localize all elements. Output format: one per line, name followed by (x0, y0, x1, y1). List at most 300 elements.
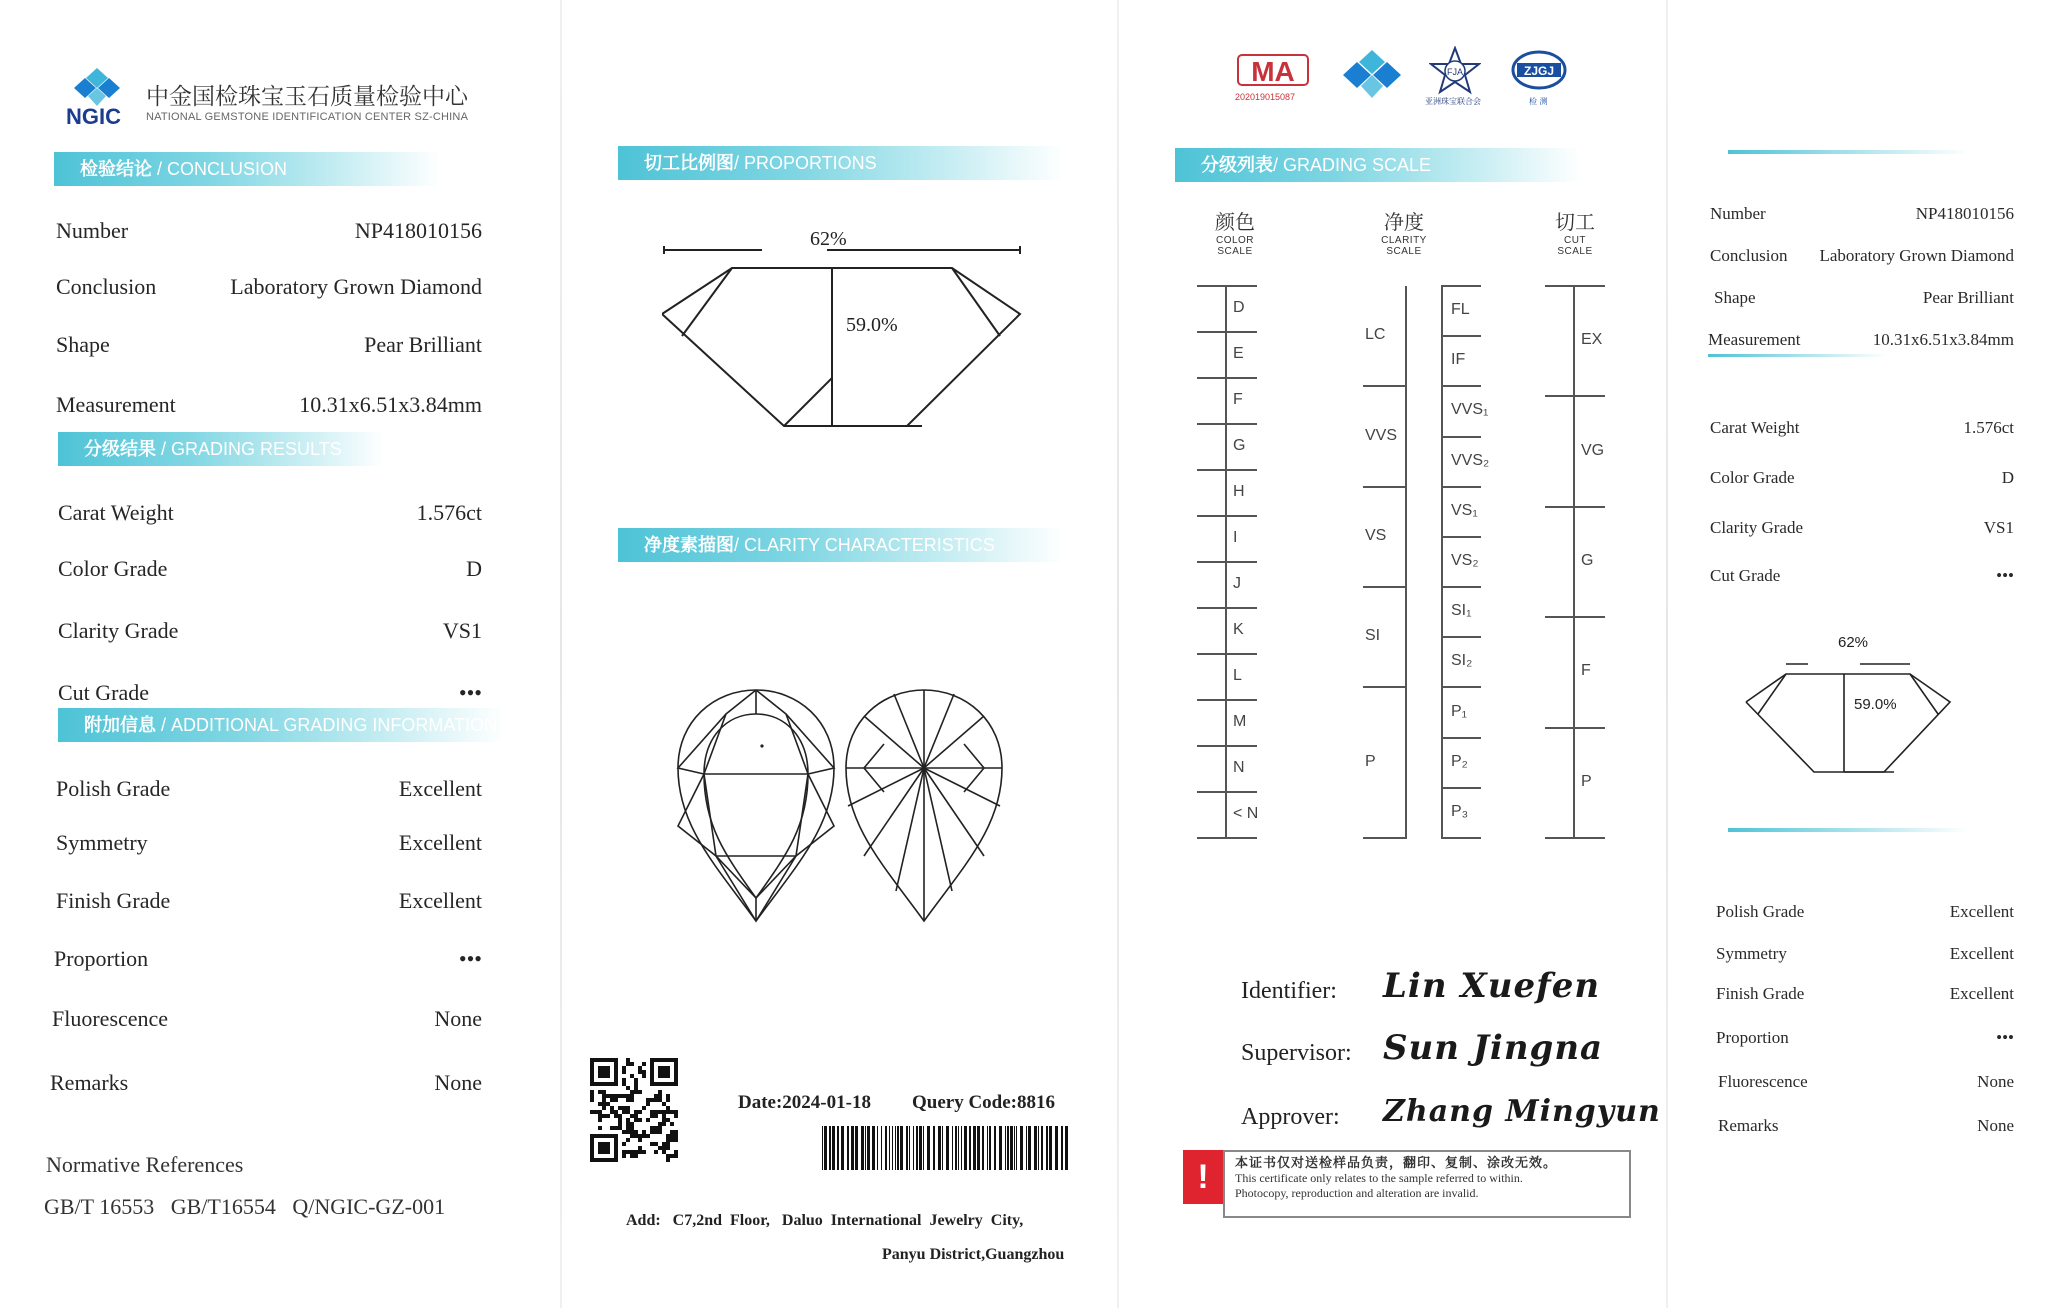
validity-notice (1223, 1150, 1631, 1218)
qr-module (630, 1130, 634, 1134)
qr-module (674, 1130, 678, 1134)
qr-module (662, 1142, 666, 1146)
qr-module (646, 1134, 650, 1138)
barcode-bar (973, 1126, 976, 1170)
cut-scale (1545, 286, 1625, 838)
barcode-bar (1065, 1126, 1068, 1170)
qr-module (598, 1118, 602, 1122)
barcode-bar (1041, 1126, 1043, 1170)
clarity-scale-tick (1441, 737, 1481, 739)
qr-module (626, 1122, 630, 1126)
qr-module (622, 1106, 626, 1110)
color-scale-tick (1197, 745, 1257, 747)
barcode-bar (938, 1126, 941, 1170)
cut-grade-label: VG (1581, 442, 1605, 459)
zjgj-caption: 检 测 (1529, 97, 1548, 106)
clarity-scale-heading: 净度 CLARITY SCALE (1381, 212, 1427, 257)
qr-module (634, 1090, 638, 1094)
qr-module (650, 1130, 654, 1134)
clarity-grade-label: SI₁ (1451, 602, 1472, 619)
barcode-bar (900, 1126, 903, 1170)
clarity-band: 净度素描图/ CLARITY CHARACTERISTICS (618, 528, 1064, 562)
barcode-bar (1026, 1126, 1027, 1170)
qr-module (618, 1094, 622, 1098)
qr-module (630, 1122, 634, 1126)
pavilion-plot-icon (844, 686, 1004, 926)
barcode-bar (1010, 1126, 1013, 1170)
color-grade-label: N (1233, 759, 1245, 776)
clarity-scale-axis-left (1405, 286, 1407, 838)
qr-module (666, 1110, 670, 1114)
barcode-bar (1061, 1126, 1063, 1170)
qr-finder (658, 1066, 670, 1078)
qr-module (642, 1070, 646, 1074)
qr-module (622, 1142, 626, 1146)
color-scale-tick (1197, 331, 1257, 333)
barcode-bar (919, 1126, 922, 1170)
qr-module (618, 1118, 622, 1122)
color-grade-label: F (1233, 391, 1243, 408)
ngic-emblem-icon (1343, 50, 1401, 100)
barcode-bar (865, 1126, 866, 1170)
qr-module (658, 1130, 662, 1134)
qr-module (634, 1150, 638, 1154)
logo-chinese-name: 中金国检珠宝玉石质量检验中心 (146, 84, 468, 110)
barcode-bar (955, 1126, 957, 1170)
clarity-group-label: P (1365, 753, 1376, 770)
barcode-bar (872, 1126, 875, 1170)
cut-grade-label: EX (1581, 331, 1603, 348)
color-scale-tick (1197, 837, 1257, 839)
panel-grading-scale (1119, 0, 1666, 1308)
cut-grade-label: F (1581, 662, 1591, 679)
color-scale-tick (1197, 791, 1257, 793)
qr-module (650, 1114, 654, 1118)
qr-module (642, 1150, 646, 1154)
ngic-logo-icon (74, 68, 120, 108)
cut-scale-axis (1573, 286, 1575, 838)
qr-module (670, 1130, 674, 1134)
qr-module (638, 1146, 642, 1150)
barcode-bar (1049, 1126, 1052, 1170)
qr-module (630, 1126, 634, 1130)
clarity-group-tick (1363, 837, 1407, 839)
qr-module (634, 1078, 638, 1082)
qr-module (662, 1146, 666, 1150)
qr-module (618, 1122, 622, 1126)
barcode-bar (982, 1126, 984, 1170)
barcode-bar (824, 1126, 827, 1170)
barcode-bar (906, 1126, 908, 1170)
cut-scale-tick (1545, 727, 1605, 729)
panel-proportions (562, 0, 1117, 1308)
qr-module (626, 1118, 630, 1122)
fja-seal-text: FJA (1446, 67, 1464, 77)
notice-english-1: This certificate only relates to the sample referred to within. (1235, 1171, 1523, 1185)
qr-module (618, 1126, 622, 1130)
color-scale-tick (1197, 423, 1257, 425)
clarity-group-tick (1363, 486, 1407, 488)
ma-seal-text: MA (1251, 56, 1295, 87)
qr-module (674, 1154, 678, 1158)
accent-line-mid (1708, 354, 1888, 357)
qr-module (666, 1154, 670, 1158)
barcode-bar (892, 1126, 893, 1170)
clarity-grade-label: FL (1451, 301, 1470, 318)
qr-module (630, 1062, 634, 1066)
qr-module (590, 1090, 594, 1094)
barcode-bar (1034, 1126, 1037, 1170)
qr-module (666, 1118, 670, 1122)
barcode-bar (1028, 1126, 1031, 1170)
barcode-bar (851, 1126, 854, 1170)
barcode-bar (897, 1126, 899, 1170)
qr-module (638, 1070, 642, 1074)
qr-module (602, 1114, 606, 1118)
clarity-scale-tick (1441, 335, 1481, 337)
fja-caption: 亚洲珠宝联合会 (1425, 97, 1481, 106)
qr-module (626, 1058, 630, 1062)
qr-module (666, 1146, 670, 1150)
clarity-group-label: SI (1365, 627, 1381, 644)
qr-module (666, 1142, 670, 1146)
cut-scale-tick (1545, 837, 1605, 839)
notice-english-2: Photocopy, reproduction and alteration are invalid. (1235, 1186, 1479, 1200)
qr-module (626, 1130, 630, 1134)
barcode-bar (958, 1126, 959, 1170)
clarity-scale-tick (1441, 837, 1481, 839)
barcode-bar (895, 1126, 896, 1170)
qr-module (654, 1150, 658, 1154)
qr-module (626, 1098, 630, 1102)
clarity-grade-label: VVS₁ (1451, 401, 1489, 418)
color-scale-tick (1197, 515, 1257, 517)
color-scale-tick (1197, 285, 1257, 287)
panel-summary-card: Number NP418010156 Conclusion Laboratory Grown Diamond Shape Pear Brilliant Measurement 10.31x6.51x3.84mm Carat Weight 1.576ct Color Grade D Clarity Grade VS1 Cut Grade ••• 62% 59.0% Polish Grade Excellent Symmetry Excellent Finish Grade Excellent Proportion ••• Fluorescence None Remarks None (1668, 0, 2048, 1308)
qr-module (646, 1102, 650, 1106)
grading-scale-band: 分级列表/ GRADING SCALE (1175, 148, 1581, 182)
qr-module (670, 1110, 674, 1114)
qr-module (614, 1110, 618, 1114)
cut-scale-heading: 切工 CUT SCALE (1555, 212, 1595, 257)
qr-module (626, 1138, 630, 1142)
qr-module (662, 1102, 666, 1106)
logo-english-name: NATIONAL GEMSTONE IDENTIFICATION CENTER SZ-CHINA (146, 111, 469, 123)
qr-module (626, 1126, 630, 1130)
summary-proportions-diagram (1744, 650, 1954, 776)
qr-module (598, 1102, 602, 1106)
clarity-scale-tick (1441, 787, 1481, 789)
color-grade-label: J (1233, 575, 1241, 592)
identifier-label: Identifier: (1241, 978, 1337, 1004)
color-grade-label: D (1233, 299, 1245, 316)
color-grade-label: L (1233, 667, 1242, 684)
qr-module (610, 1126, 614, 1130)
color-scale (1197, 286, 1277, 838)
barcode-bar (861, 1126, 864, 1170)
cut-grade-label: G (1581, 552, 1594, 569)
clarity-scale-tick (1441, 686, 1481, 688)
barcode-bar (847, 1126, 849, 1170)
barcode-bar (999, 1126, 1002, 1170)
qr-module (590, 1098, 594, 1102)
barcode-bar (927, 1126, 930, 1170)
qr-module (666, 1094, 670, 1098)
qr-module (638, 1118, 642, 1122)
clarity-scale-tick (1441, 385, 1481, 387)
qr-module (614, 1098, 618, 1102)
barcode-bar (829, 1126, 831, 1170)
clarity-scale-tick (1441, 285, 1481, 287)
qr-module (638, 1150, 642, 1154)
qr-module (634, 1118, 638, 1122)
color-grade-label: K (1233, 621, 1244, 638)
barcode-bar (855, 1126, 858, 1170)
qr-module (662, 1110, 666, 1114)
qr-module (622, 1150, 626, 1154)
qr-module (658, 1090, 662, 1094)
qr-module (642, 1062, 646, 1066)
qr-module (630, 1074, 634, 1078)
cut-scale-tick (1545, 395, 1605, 397)
barcode-bar (822, 1126, 823, 1170)
qr-module (614, 1126, 618, 1130)
barcode-bar (1046, 1126, 1048, 1170)
barcode-bar (946, 1126, 949, 1170)
qr-module (594, 1110, 598, 1114)
qr-module (626, 1062, 630, 1066)
qr-module (630, 1150, 634, 1154)
barcode-bar (1055, 1126, 1058, 1170)
barcode-bar (916, 1126, 918, 1170)
qr-module (622, 1078, 626, 1082)
clarity-grade-label: SI₂ (1451, 652, 1473, 669)
qr-module (642, 1134, 646, 1138)
qr-module (654, 1098, 658, 1102)
panel-conclusion: NGIC 中金国检珠宝玉石质量检验中心 NATIONAL GEMSTONE IDENTIFICATION CENTER SZ-CHINA 检验结论 / CONCLUSION Number NP418010156 Conclusion Laboratory Grown Diamond Shape Pear Brilliant Measurement 10.31x6.51x3.84mm 分级结果 / GRADING RESULTS Carat Weight 1.576ct Color Grade D Clarity Grade VS1 Cut Grade ••• 附加信息 / ADDITIONAL GRADING INFORMATION Polish Grade Excellent Symmetry Excellent Finish Grade Excellent Proportion ••• Fluorescence None Remarks None Normative References GB/T 16553 GB/T16554 Q/NGIC-GZ-001 (0, 0, 560, 1308)
qr-module (638, 1090, 642, 1094)
barcode-bar (942, 1126, 943, 1170)
clarity-scale-tick (1441, 486, 1481, 488)
qr-module (626, 1110, 630, 1114)
table-percentage: 62% (810, 228, 847, 250)
qr-module (630, 1134, 634, 1138)
qr-module (590, 1110, 594, 1114)
qr-module (614, 1094, 618, 1098)
fja-seal-icon (1429, 46, 1481, 102)
barcode-bar (994, 1126, 996, 1170)
qr-module (642, 1074, 646, 1078)
barcode-bar (1038, 1126, 1039, 1170)
address-line1: Add: C7,2nd Floor, Daluo International Jewelry City, (626, 1212, 1024, 1229)
barcode-bar (1007, 1126, 1009, 1170)
clarity-grade-label: VS₁ (1451, 502, 1478, 519)
qr-code (590, 1058, 680, 1162)
clarity-grade-label: VS₂ (1451, 552, 1479, 569)
color-scale-tick (1197, 607, 1257, 609)
qr-module (598, 1114, 602, 1118)
proportions-band: 切工比例图/ PROPORTIONS (618, 146, 1064, 180)
qr-module (606, 1114, 610, 1118)
query-code: Query Code:8816 (912, 1092, 1056, 1113)
qr-module (614, 1114, 618, 1118)
color-grade-label: < N (1233, 805, 1259, 822)
barcode-bar (889, 1126, 890, 1170)
qr-module (654, 1094, 658, 1098)
qr-module (590, 1094, 594, 1098)
qr-module (626, 1086, 630, 1090)
qr-module (666, 1098, 670, 1102)
clarity-group-tick (1363, 686, 1407, 688)
qr-module (658, 1146, 662, 1150)
qr-module (674, 1134, 678, 1138)
barcode-bar (877, 1126, 878, 1170)
qr-module (610, 1094, 614, 1098)
color-scale-tick (1197, 561, 1257, 563)
qr-module (610, 1106, 614, 1110)
barcode-bar (909, 1126, 910, 1170)
accent-line-bottom (1728, 828, 1968, 832)
qr-module (650, 1126, 654, 1130)
qr-module (658, 1094, 662, 1098)
qr-module (626, 1094, 630, 1098)
qr-module (662, 1122, 666, 1126)
issue-date: Date:2024-01-18 (738, 1092, 871, 1113)
qr-module (654, 1110, 658, 1114)
clarity-grade-label: VVS₂ (1451, 452, 1490, 469)
barcode-bar (1014, 1126, 1015, 1170)
clarity-grade-label: P₂ (1451, 753, 1468, 770)
barcode-bar (952, 1126, 953, 1170)
warning-icon: ! (1183, 1150, 1223, 1204)
qr-module (602, 1094, 606, 1098)
qr-module (622, 1066, 626, 1070)
qr-module (630, 1090, 634, 1094)
grading-band: 分级结果 / GRADING RESULTS (58, 432, 384, 466)
qr-module (654, 1126, 658, 1130)
barcode-bar (969, 1126, 971, 1170)
barcode-bar (841, 1126, 844, 1170)
approver-signature: Zhang Mingyun (1383, 1094, 1661, 1129)
normative-refs: GB/T 16553 GB/T16554 Q/NGIC-GZ-001 (44, 1194, 446, 1219)
ma-number: 202019015087 (1235, 92, 1296, 102)
qr-module (670, 1138, 674, 1142)
qr-module (666, 1158, 670, 1162)
summary-depth-percentage: 59.0% (1854, 696, 1897, 713)
address-line2: Panyu District,Guangzhou (882, 1246, 1065, 1263)
barcode-bar (989, 1126, 991, 1170)
color-grade-label: I (1233, 529, 1238, 546)
qr-module (634, 1086, 638, 1090)
qr-module (638, 1134, 642, 1138)
qr-module (666, 1138, 670, 1142)
qr-module (642, 1130, 646, 1134)
supervisor-label: Supervisor: (1241, 1040, 1352, 1066)
clarity-group-tick (1363, 385, 1407, 387)
barcode-bar (1005, 1126, 1006, 1170)
color-scale-heading: 颜色 COLOR SCALE (1215, 212, 1255, 257)
cut-scale-tick (1545, 285, 1605, 287)
accent-line-top (1728, 150, 1968, 154)
qr-module (642, 1106, 646, 1110)
clarity-scale-tick (1441, 536, 1481, 538)
qr-module (626, 1150, 630, 1154)
clarity-group-label: VS (1365, 527, 1387, 544)
zjgj-seal-text: ZJGJ (1523, 64, 1555, 78)
qr-module (602, 1098, 606, 1102)
qr-module (606, 1094, 610, 1098)
qr-module (662, 1114, 666, 1118)
conclusion-band: 检验结论 / CONCLUSION (54, 152, 440, 186)
color-scale-tick (1197, 377, 1257, 379)
cut-scale-tick (1545, 616, 1605, 618)
qr-module (606, 1102, 610, 1106)
clarity-group-label: VVS (1365, 427, 1398, 444)
barcode-bar (977, 1126, 980, 1170)
approver-label: Approver: (1241, 1104, 1340, 1130)
qr-module (634, 1082, 638, 1086)
zjgj-seal-icon (1511, 50, 1567, 90)
clarity-scale-axis-right (1441, 286, 1443, 838)
qr-module (666, 1106, 670, 1110)
barcode-bar (1016, 1126, 1017, 1170)
barcode-bar (881, 1126, 882, 1170)
cut-scale-tick (1545, 506, 1605, 508)
barcode-bar (885, 1126, 887, 1170)
normative-title: Normative References (46, 1152, 244, 1177)
qr-module (634, 1130, 638, 1134)
qr-module (638, 1138, 642, 1142)
qr-module (650, 1098, 654, 1102)
qr-module (630, 1094, 634, 1098)
qr-module (654, 1142, 658, 1146)
clarity-group-label: LC (1365, 326, 1386, 343)
color-grade-label: H (1233, 483, 1245, 500)
cut-grade-label: P (1581, 773, 1592, 790)
qr-module (622, 1154, 626, 1158)
qr-module (646, 1118, 650, 1122)
qr-module (658, 1098, 662, 1102)
color-scale-tick (1197, 699, 1257, 701)
barcode-bar (933, 1126, 935, 1170)
qr-module (666, 1134, 670, 1138)
qr-module (630, 1114, 634, 1118)
ma-seal-icon (1235, 50, 1311, 90)
qr-module (634, 1134, 638, 1138)
qr-module (670, 1134, 674, 1138)
barcode-bar (923, 1126, 924, 1170)
qr-module (618, 1114, 622, 1118)
barcode-bar (837, 1126, 839, 1170)
crown-plot-icon (676, 686, 836, 926)
qr-module (626, 1106, 630, 1110)
barcode-bar (961, 1126, 962, 1170)
barcode-bar (867, 1126, 870, 1170)
color-grade-label: G (1233, 437, 1246, 454)
qr-module (658, 1110, 662, 1114)
qr-module (662, 1150, 666, 1154)
qr-module (638, 1066, 642, 1070)
supervisor-signature: Sun Jingna (1383, 1028, 1604, 1068)
qr-module (598, 1090, 602, 1094)
logo-short: NGIC (66, 104, 121, 129)
qr-module (654, 1114, 658, 1118)
clarity-scale-tick (1441, 636, 1481, 638)
color-scale-tick (1197, 653, 1257, 655)
qr-module (670, 1122, 674, 1126)
qr-module (674, 1114, 678, 1118)
barcode-bar (832, 1126, 835, 1170)
